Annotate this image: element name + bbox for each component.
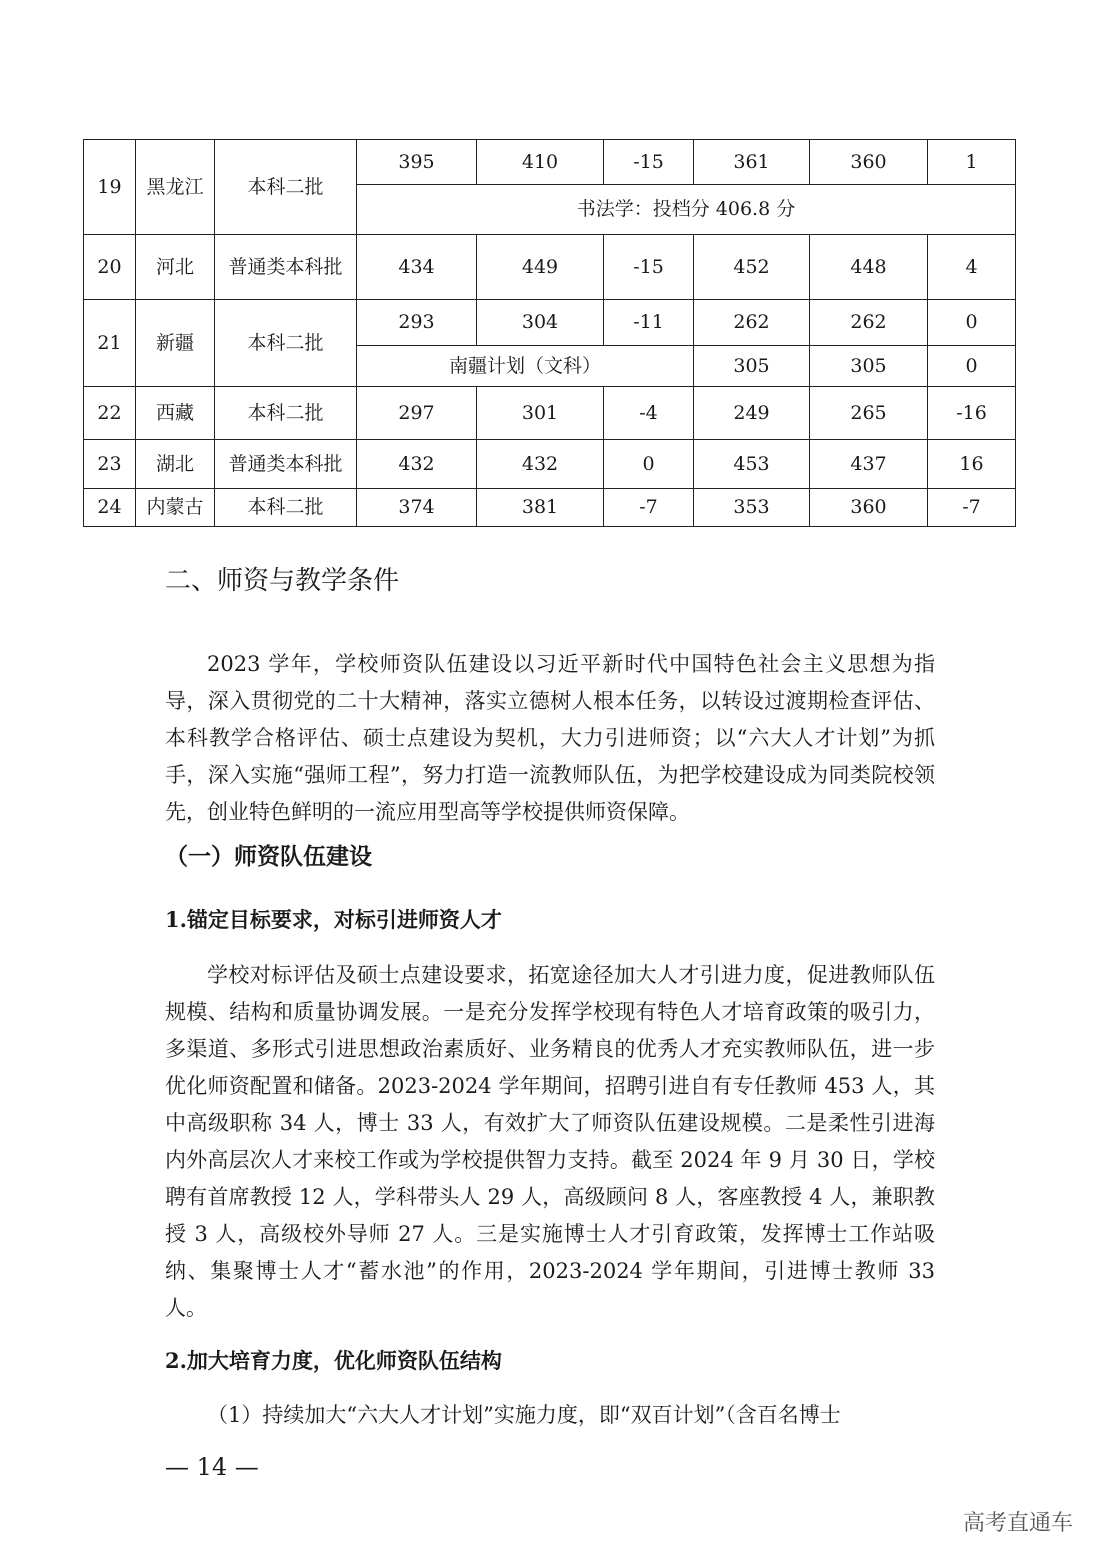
score-cell: 16 (928, 440, 1016, 489)
table-row (84, 235, 1016, 300)
score-cell: 381 (477, 489, 604, 527)
row-number: 20 (84, 235, 136, 300)
score-cell: 353 (694, 489, 810, 527)
table-row (84, 300, 1016, 346)
score-cell: 360 (810, 140, 928, 185)
table-row (84, 387, 1016, 440)
table-row (84, 140, 1016, 185)
score-cell: 453 (694, 440, 810, 489)
province-cell: 黑龙江 (136, 140, 215, 235)
item2-title: 2.加大培育力度，优化师资队伍结构 (165, 1348, 502, 1373)
province-cell: 湖北 (136, 440, 215, 489)
batch-cell: 本科二批 (215, 489, 357, 527)
batch-cell: 本科二批 (215, 387, 357, 440)
score-cell: 432 (477, 440, 604, 489)
page-number: — 14 — (165, 1453, 259, 1481)
section-title: 二、师资与教学条件 (165, 566, 400, 596)
score-cell: 297 (357, 387, 477, 440)
score-cell: 4 (928, 235, 1016, 300)
score-cell: 410 (477, 140, 604, 185)
row-number: 19 (84, 140, 136, 235)
admission-score-table (83, 139, 1016, 527)
score-cell: -15 (604, 235, 694, 300)
province-cell: 河北 (136, 235, 215, 300)
score-cell: 452 (694, 235, 810, 300)
row-number: 21 (84, 300, 136, 387)
row-number: 23 (84, 440, 136, 489)
score-cell: 449 (477, 235, 604, 300)
score-cell: 0 (928, 300, 1016, 346)
score-cell: 305 (810, 346, 928, 387)
score-cell: 0 (928, 346, 1016, 387)
note-cell: 书法学：投档分 406.8 分 (357, 185, 1016, 235)
score-cell: 262 (694, 300, 810, 346)
score-cell: -7 (928, 489, 1016, 527)
table-row (84, 440, 1016, 489)
score-cell: -15 (604, 140, 694, 185)
subsection-title: （一）师资队伍建设 (165, 844, 372, 870)
score-cell: 434 (357, 235, 477, 300)
batch-cell: 本科二批 (215, 300, 357, 387)
score-cell: -16 (928, 387, 1016, 440)
score-cell: 304 (477, 300, 604, 346)
batch-cell: 普通类本科批 (215, 235, 357, 300)
score-cell: -7 (604, 489, 694, 527)
score-cell: 448 (810, 235, 928, 300)
score-cell: 374 (357, 489, 477, 527)
watermark-text: 高考直通车 (963, 1511, 1074, 1536)
province-cell: 西藏 (136, 387, 215, 440)
province-cell: 内蒙古 (136, 489, 215, 527)
score-cell: 305 (694, 346, 810, 387)
batch-cell: 普通类本科批 (215, 440, 357, 489)
score-cell: 249 (694, 387, 810, 440)
row-number: 22 (84, 387, 136, 440)
score-cell: 361 (694, 140, 810, 185)
score-cell: -4 (604, 387, 694, 440)
batch-cell: 本科二批 (215, 140, 357, 235)
intro-paragraph: 2023 学年，学校师资队伍建设以习近平新时代中国特色社会主义思想为指导，深入贯彻党的二十大精神，落实立德树人根本任务，以转设过渡期检查评估、本科教学合格评估、硕士点建设为契机，大力引进师资；以“六大人才计划”为抓手，深入实施“强师工程”，努力打造一流教师队伍，为把学校建设成为同类院校领先，创业特色鲜明的一流应用型高等学校提供师资保障。 (165, 652, 935, 824)
score-cell: 293 (357, 300, 477, 346)
score-cell: 360 (810, 489, 928, 527)
sub-plan-label: 南疆计划（文科） (357, 346, 694, 387)
province-cell: 新疆 (136, 300, 215, 387)
item1-paragraph: 学校对标评估及硕士点建设要求，拓宽途径加大人才引进力度，促进教师队伍规模、结构和质量协调发展。一是充分发挥学校现有特色人才培育政策的吸引力，多渠道、多形式引进思想政治素质好、业务精良的优秀人才充实教师队伍，进一步优化师资配置和储备。2023-2024 学年期间，招聘引进自有专任教师 453 人，其中高级职称 34 人，博士 33 人，有效扩大了师资队伍建设规模。二是柔性引进海内外高层次人才来校工作或为学校提供智力支持。截至 2024 年 9 月 30 日，学校聘有首席教授 12 人，学科带头人 29 人，高级顾问 8 人，客座教授 4 人，兼职教授 3 人，高级校外导师 27 人。三是实施博士人才引育政策，发挥博士工作站吸纳、集聚博士人才“蓄水池”的作用，2023-2024 学年期间，引进博士教师 33 人。 (165, 963, 935, 1320)
score-cell: 265 (810, 387, 928, 440)
score-cell: -11 (604, 300, 694, 346)
score-cell: 0 (604, 440, 694, 489)
item2-paragraph: （1）持续加大“六大人才计划”实施力度，即“双百计划”（含百名博士 (207, 1403, 841, 1427)
score-cell: 262 (810, 300, 928, 346)
table-row (84, 489, 1016, 527)
score-cell: 301 (477, 387, 604, 440)
score-cell: 1 (928, 140, 1016, 185)
item1-title: 1.锚定目标要求，对标引进师资人才 (165, 907, 502, 932)
score-cell: 432 (357, 440, 477, 489)
score-cell: 437 (810, 440, 928, 489)
row-number: 24 (84, 489, 136, 527)
score-cell: 395 (357, 140, 477, 185)
